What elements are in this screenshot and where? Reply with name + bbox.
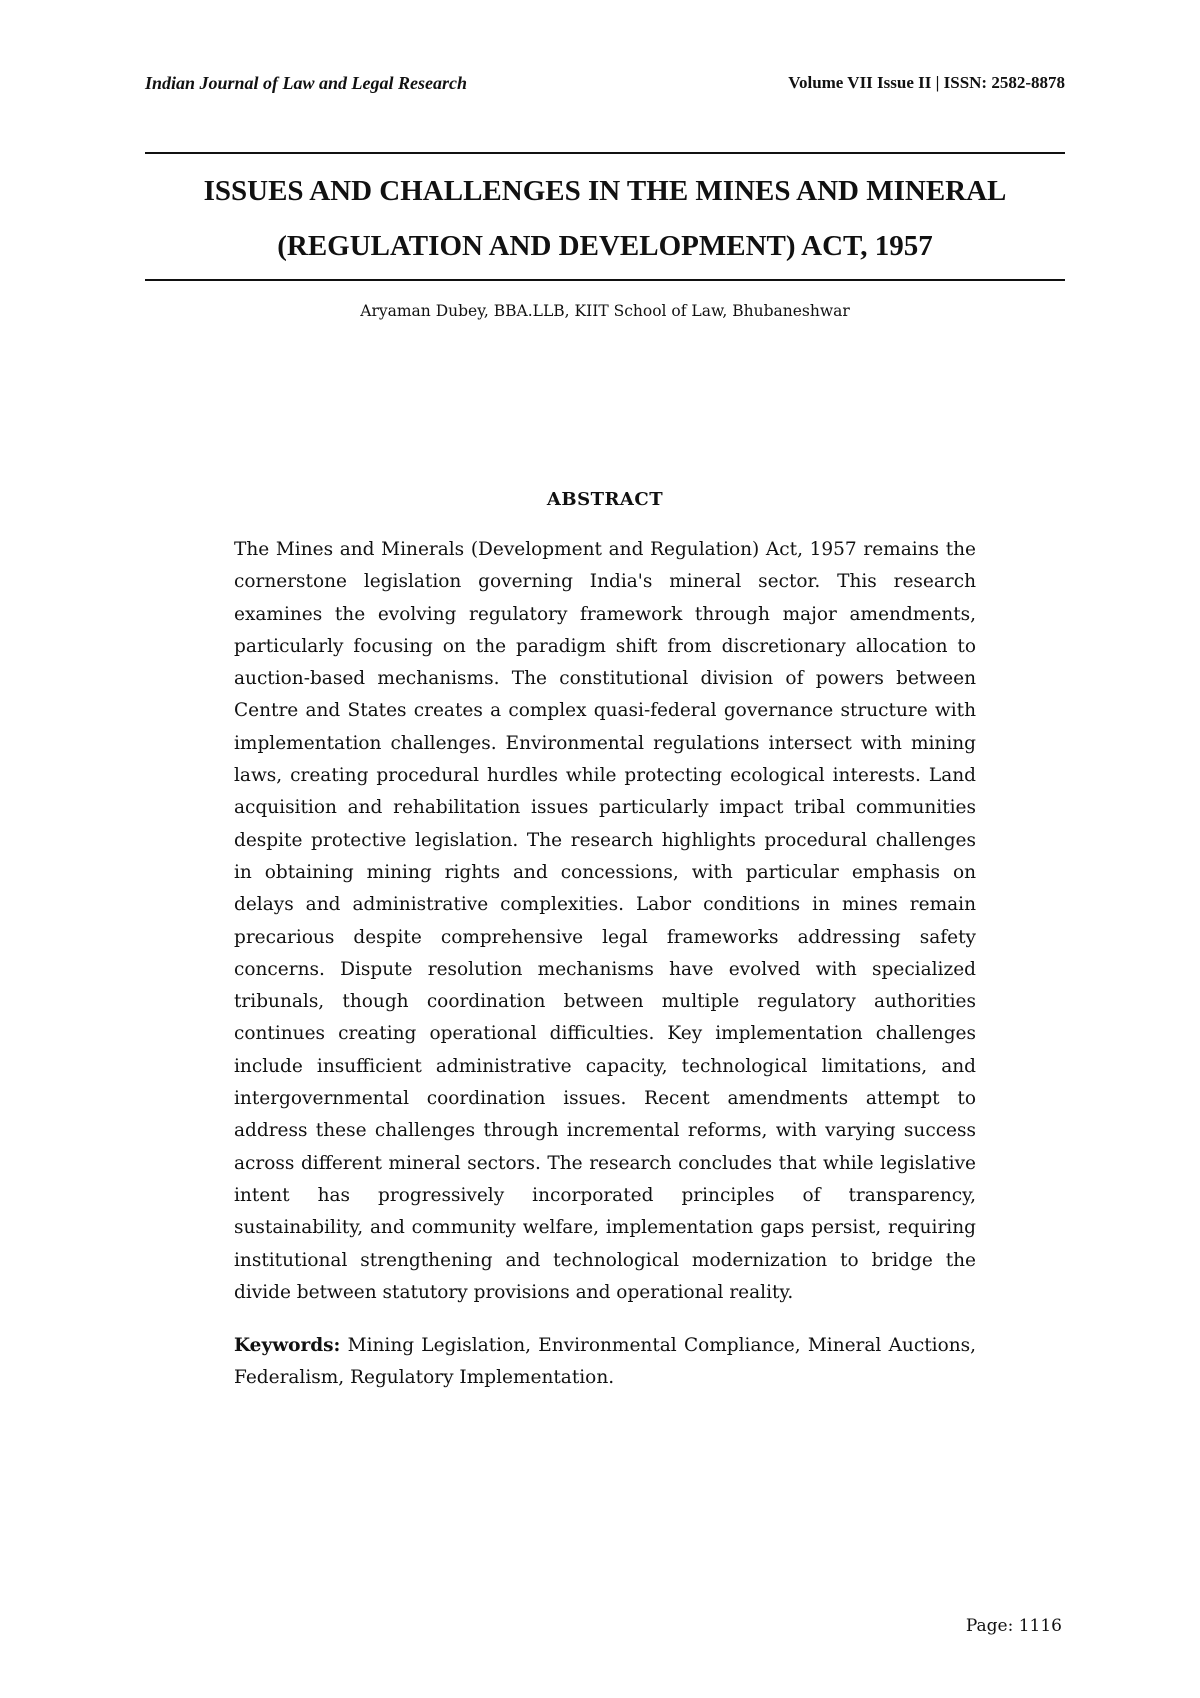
abstract-heading: ABSTRACT: [546, 489, 664, 510]
title-top-rule: [145, 152, 1065, 154]
paper-title: [145, 164, 1065, 274]
title-line-2: (REGULATION AND DEVELOPMENT) ACT, 1957: [277, 230, 933, 262]
page-number: Page: 1116: [965, 1616, 1062, 1636]
keywords-text: Mining Legislation, Environmental Compliance, Mineral Auctions, Federalism, Regulatory Implementation.: [234, 1335, 976, 1389]
keywords-paragraph: [234, 1330, 976, 1395]
keywords-label: Keywords:: [234, 1335, 341, 1356]
journal-name: Indian Journal of Law and Legal Research: [145, 73, 468, 93]
title-bottom-rule: [145, 279, 1065, 281]
author-line: Aryaman Dubey, BBA.LLB, KIIT School of Law, Bhubaneshwar: [360, 302, 850, 320]
title-line-1: ISSUES AND CHALLENGES IN THE MINES AND MINERAL: [203, 175, 1007, 207]
volume-issn: Volume VII Issue II | ISSN: 2582-8878: [788, 73, 1065, 92]
abstract-body: The Mines and Minerals (Development and Regulation) Act, 1957 remains the cornerstone legislation governing India's mineral sector. This research examines the evolving regulatory framework through major amendments, particularly focusing on the paradigm shift from discretionary allocation to auction-based mechanisms. The constitutional division of powers between Centre and States creates a complex quasi-federal governance structure with implementation challenges. Environmental regulations intersect with mining laws, creating procedural hurdles while protecting ecological interests. Land acquisition and rehabilitation issues particularly impact tribal communities despite protective legislation. The research highlights procedural challenges in obtaining mining rights and concessions, with particular emphasis on delays and administrative complexities. Labor conditions in mines remain precarious despite comprehensive legal frameworks addressing safety concerns. Dispute resolution mechanisms have evolved with specialized tribunals, though coordination between multiple regulatory authorities continues creating operational difficulties. Key implementation challenges include insufficient administrative capacity, technological limitations, and intergovernmental coordination issues. Recent amendments attempt to address these challenges through incremental reforms, with varying success across different mineral sectors. The research concludes that while legislative intent has progressively incorporated principles of transparency, sustainability, and community welfare, implementation gaps persist, requiring institutional strengthening and technological modernization to bridge the divide between statutory provisions and operational reality.: [234, 539, 976, 1303]
